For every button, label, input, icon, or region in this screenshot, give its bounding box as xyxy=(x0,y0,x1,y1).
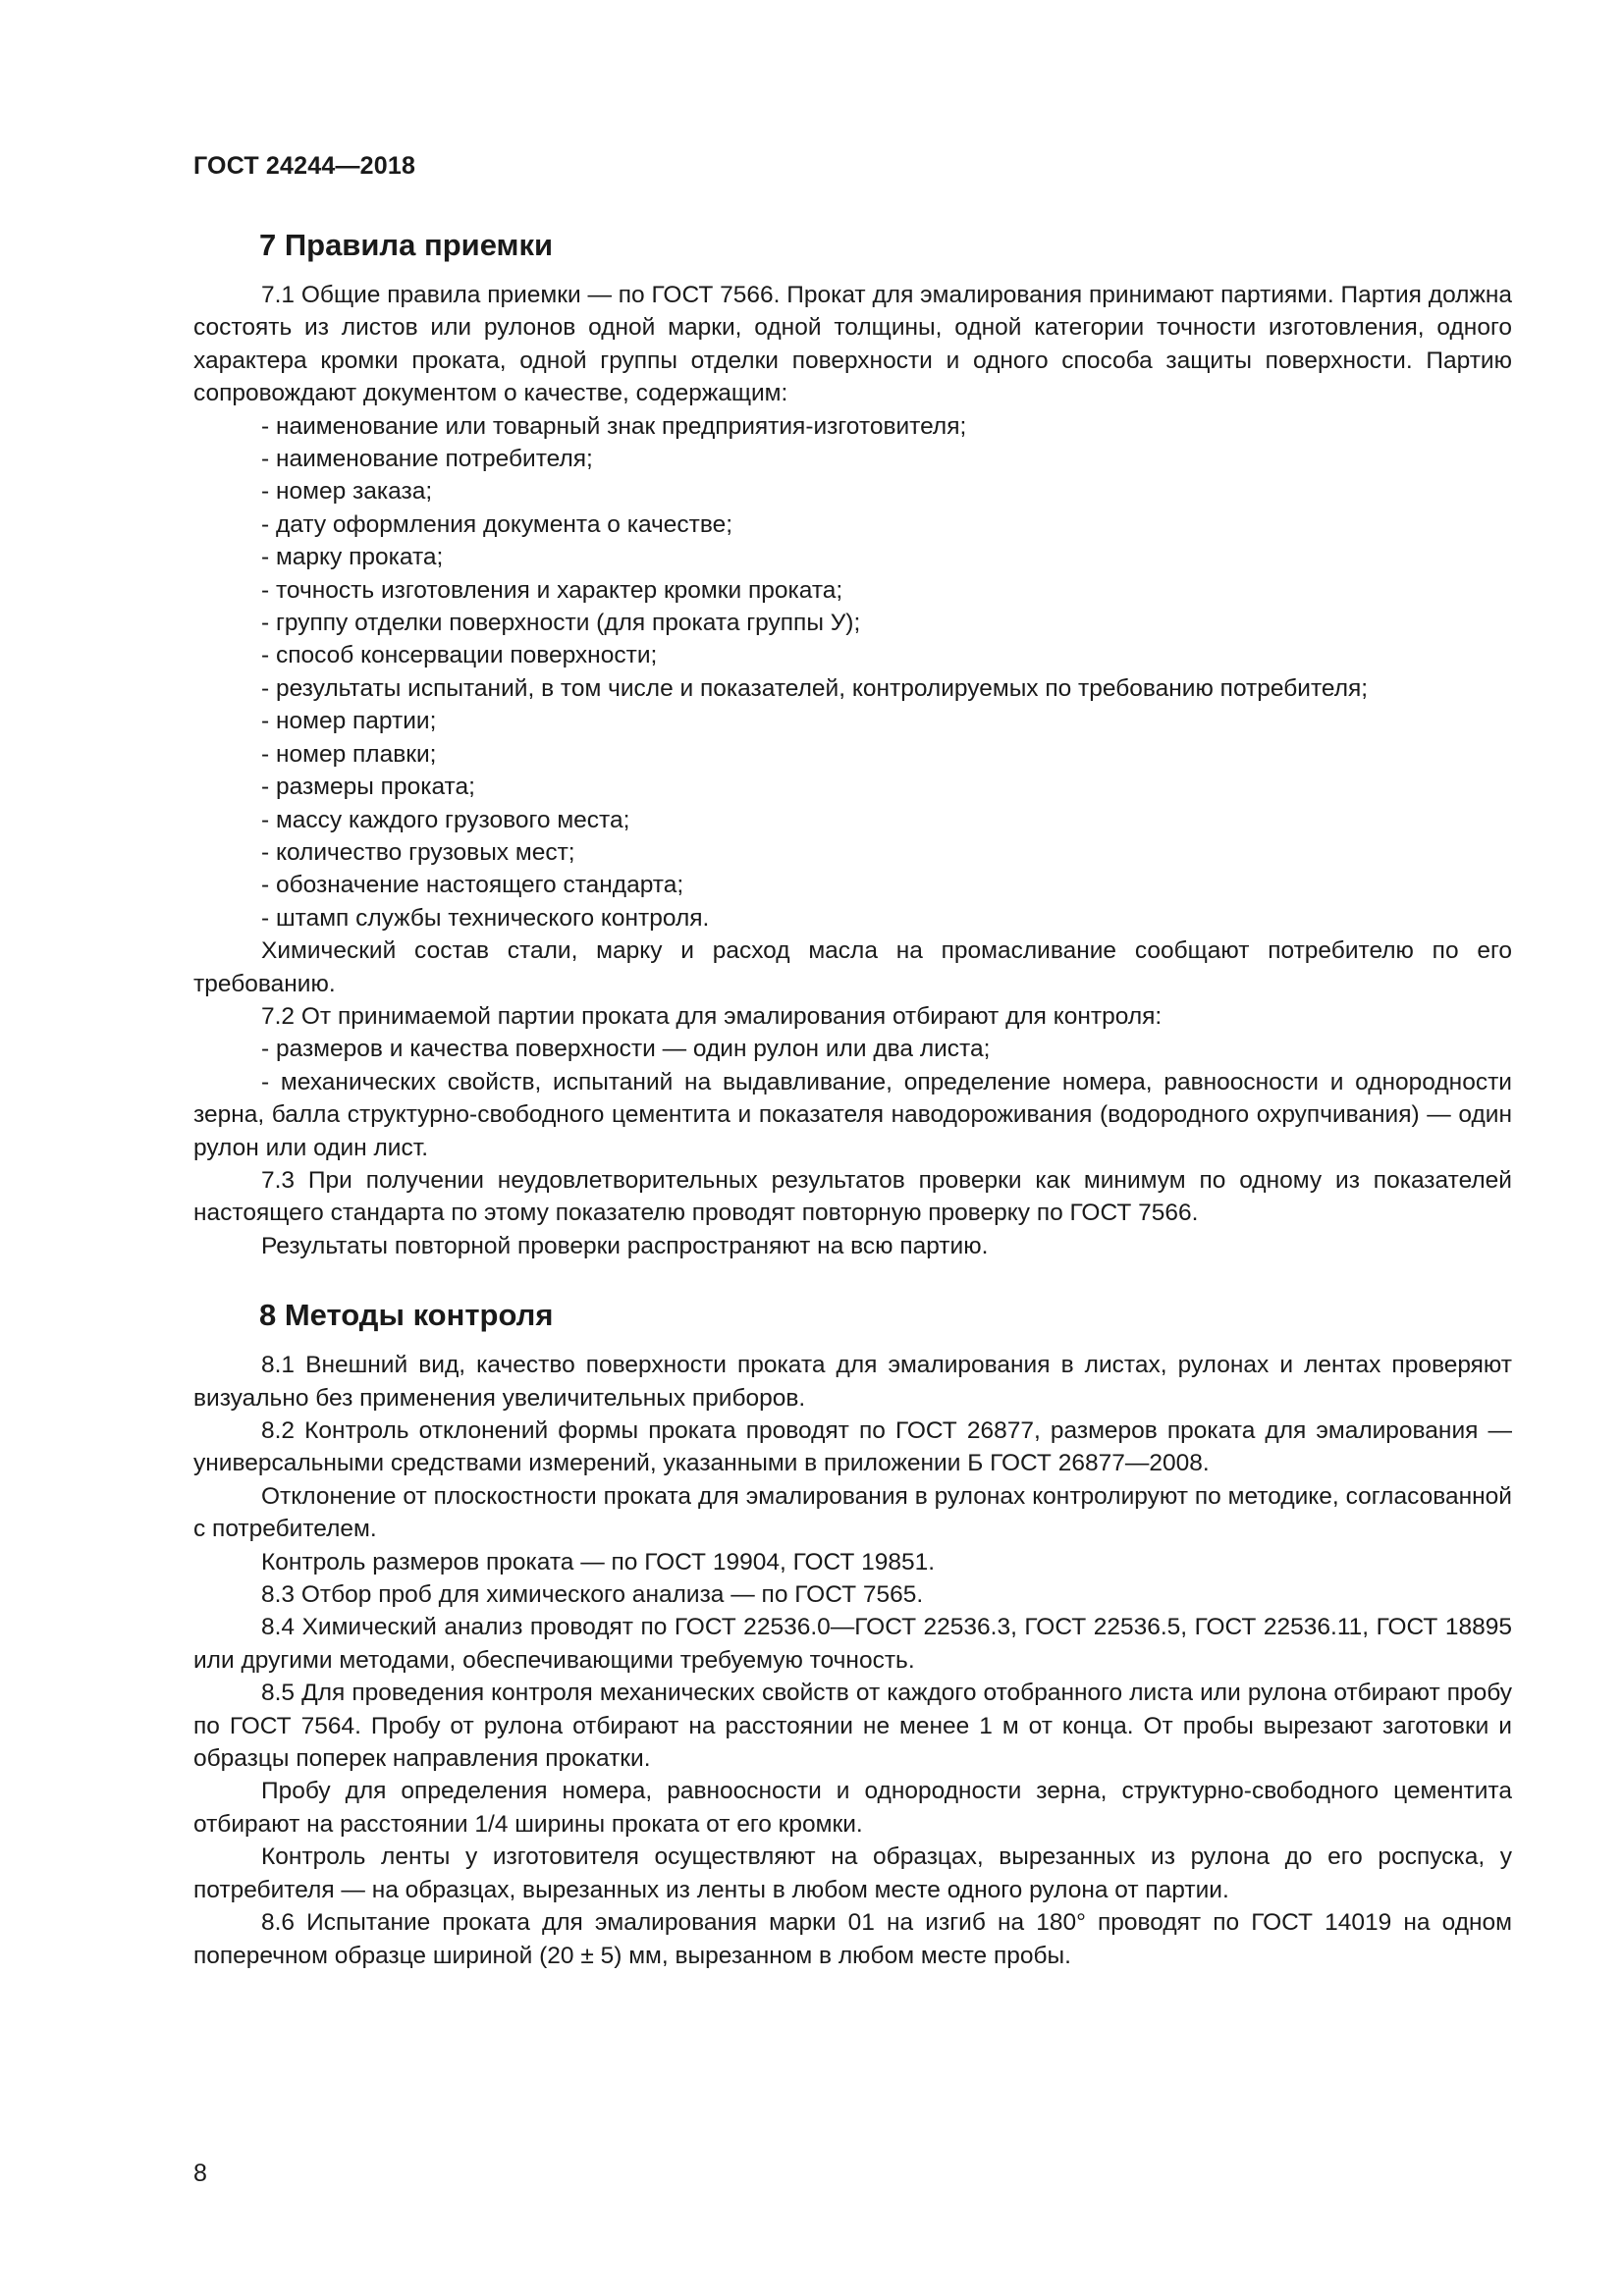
paragraph-8-2b: Отклонение от плоскостности проката для эмалирования в рулонах контролируют по методике, согласованной с потребителем. xyxy=(193,1482,1512,1543)
list-item: - механических свойств, испытаний на выдавливание, определение номера, равноосности и однородности зерна, балла структурно-свободного цементита и показателя наводороживания (водородного охрупчивания) — один рулон или один лист. xyxy=(193,1068,1512,1161)
list-item: - марку проката; xyxy=(261,544,444,571)
paragraph-8-4: 8.4 Химический анализ проводят по ГОСТ 22536.0—ГОСТ 22536.3, ГОСТ 22536.5, ГОСТ 22536.11, ГОСТ 18895 или другими методами, обеспечивающими требуемую точность. xyxy=(193,1614,1512,1674)
list-item: - точность изготовления и характер кромки проката; xyxy=(261,576,843,604)
list-item: - дату оформления документа о качестве; xyxy=(261,510,733,538)
section-8-title: 8 Методы контроля xyxy=(259,1298,554,1333)
list-item: - номер партии; xyxy=(261,708,437,735)
paragraph-8-5b: Пробу для определения номера, равноосности и однородности зерна, структурно-свободного цементита отбирают на расстоянии 1/4 ширины проката от его кромки. xyxy=(193,1778,1512,1838)
list-item: - обозначение настоящего стандарта; xyxy=(261,872,684,899)
paragraph-7-3: 7.3 При получении неудовлетворительных результатов проверки как минимум по одному из показателей настоящего стандарта по этому показателю проводят повторную проверку по ГОСТ 7566. xyxy=(193,1166,1512,1227)
paragraph-8-2c: Контроль размеров проката — по ГОСТ 19904, ГОСТ 19851. xyxy=(261,1548,936,1575)
page-number: 8 xyxy=(193,2160,207,2187)
list-item: - размеры проката; xyxy=(261,774,475,801)
paragraph-8-5: 8.5 Для проведения контроля механических свойств от каждого отобранного листа или рулона отбирают пробу по ГОСТ 7564. Пробу от рулона отбирают на расстоянии не менее 1 м от конца. От пробы вырезают заготовки и образцы поперек направления прокатки. xyxy=(193,1680,1512,1773)
list-item: - наименование потребителя; xyxy=(261,446,593,473)
list-item: - номер заказа; xyxy=(261,478,433,506)
list-item: - наименование или товарный знак предприятия-изготовителя; xyxy=(261,412,967,440)
paragraph-8-3: 8.3 Отбор проб для химического анализа — по ГОСТ 7565. xyxy=(261,1581,924,1609)
list-item: - результаты испытаний, в том числе и показателей, контролируемых по требованию потребителя; xyxy=(261,674,1369,702)
document-header: ГОСТ 24244—2018 xyxy=(193,152,416,180)
paragraph-8-2: 8.2 Контроль отклонений формы проката проводят по ГОСТ 26877, размеров проката для эмалирования — универсальными средствами измерений, указанными в приложении Б ГОСТ 26877—2008. xyxy=(193,1417,1512,1477)
section-7-title: 7 Правила приемки xyxy=(259,228,554,262)
list-item: - способ консервации поверхности; xyxy=(261,642,658,669)
paragraph-8-6: 8.6 Испытание проката для эмалирования марки 01 на изгиб на 180° проводят по ГОСТ 14019 на одном поперечном образце шириной (20 ± 5) мм, вырезанном в любом месте пробы. xyxy=(193,1909,1512,1969)
page-content xyxy=(193,226,1512,1972)
paragraph-7-3b: Результаты повторной проверки распространяют на всю партию. xyxy=(261,1232,989,1259)
paragraph-8-1: 8.1 Внешний вид, качество поверхности проката для эмалирования в листах, рулонах и лентах проверяют визуально без применения увеличительных приборов. xyxy=(193,1352,1512,1412)
list-item: - количество грузовых мест; xyxy=(261,838,575,866)
quality-document-list xyxy=(193,410,1512,935)
paragraph-7-1: 7.1 Общие правила приемки — по ГОСТ 7566. Прокат для эмалирования принимают партиями. Партия должна состоять из листов или рулонов одной марки, одной толщины, одной категории точности изготовления, одного характера кромки проката, одной группы отделки поверхности и одного способа защиты поверхности. Партию сопровождают документом о качестве, содержащим: xyxy=(193,282,1512,407)
paragraph-chemical: Химический состав стали, марку и расход масла на промасливание сообщают потребителю по его требованию. xyxy=(193,937,1512,997)
list-item: - номер плавки; xyxy=(261,740,437,768)
paragraph-7-2: 7.2 От принимаемой партии проката для эмалирования отбирают для контроля: xyxy=(261,1002,1163,1030)
list-item: - размеров и качества поверхности — один рулон или два листа; xyxy=(261,1036,991,1063)
paragraph-8-5c: Контроль ленты у изготовителя осуществляют на образцах, вырезанных из рулона до его роспуска, у потребителя — на образцах, вырезанных из ленты в любом месте одного рулона от партии. xyxy=(193,1843,1512,1903)
list-item: - группу отделки поверхности (для проката группы У); xyxy=(261,610,861,637)
list-item: - массу каждого грузового места; xyxy=(261,806,630,833)
list-item: - штамп службы технического контроля. xyxy=(261,904,710,932)
